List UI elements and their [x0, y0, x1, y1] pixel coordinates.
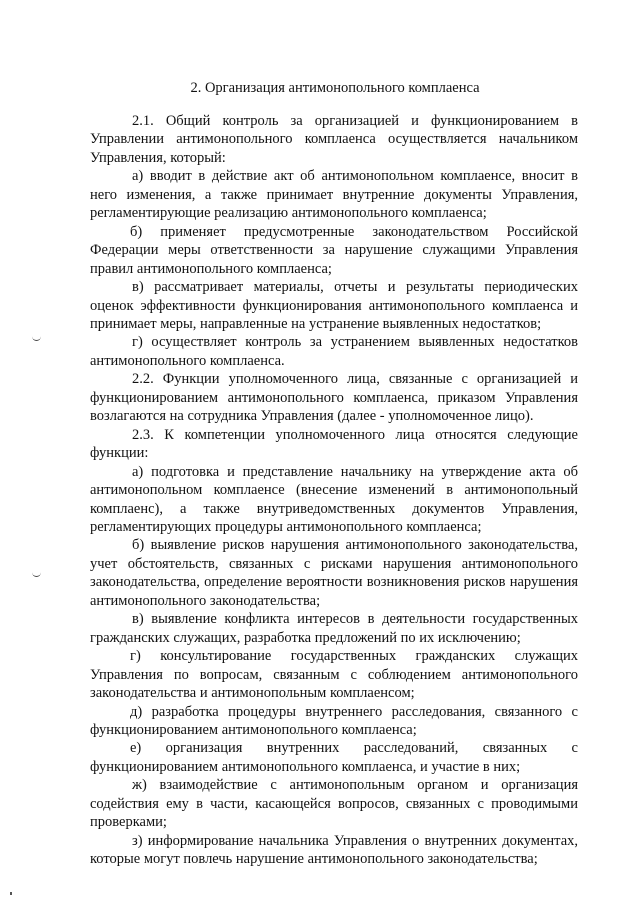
paragraph-2-1: 2.1. Общий контроль за организацией и функционированием в Управлении антимонопольного комплаенса осуществляется начальником Управления, который: [90, 113, 578, 166]
paragraph-2-3-d: д) разработка процедуры внутреннего расследования, связанного с функционированием антимонопольного комплаенса; [90, 703, 578, 738]
paragraph-2-3-zh: ж) взаимодействие с антимонопольным органом и организация содействия ему в части, касающейся вопросов, связанных с проводимыми проверками; [90, 777, 578, 831]
binder-hole-mark [32, 571, 41, 577]
binder-hole-mark [32, 335, 41, 341]
paragraph-2-1-g: г) осуществляет контроль за устранением выявленных недостатков антимонопольного комплаенса. [90, 334, 578, 369]
paragraph-2-3-g: г) консультирование государственных гражданских служащих Управления по вопросам, связанным с соблюдением антимонопольного законодательства и антимонопольным комплаенсом; [90, 648, 578, 702]
paragraph-2-3-b: б) выявление рисков нарушения антимонопольного законодательства, учет обстоятельств, связанных с рисками нарушения антимонопольного законодательства, определение вероятности возникновения рисков нарушения антимонопольного законодательства; [90, 537, 578, 609]
paragraph-2-3-z: з) информирование начальника Управления о внутренних документах, которые могут повлечь нарушение антимонопольного законодательства; [90, 832, 578, 868]
document-body [90, 112, 578, 869]
section-heading: 2. Организация антимонопольного комплаенса [190, 80, 480, 96]
paragraph-2-3-e: е) организация внутренних расследований, связанных с функционированием антимонопольного комплаенса, и участие в них; [90, 740, 578, 775]
paragraph-2-1-v: в) рассматривает материалы, отчеты и результаты периодических оценок эффективности функционирования антимонопольного комплаенса и принимает меры, направленные на устранение выявленных недостатков; [90, 279, 578, 332]
scan-speck [10, 892, 12, 895]
paragraph-2-3-v: в) выявление конфликта интересов в деятельности государственных гражданских служащих, разработка предложений по их исключению; [90, 611, 578, 646]
paragraph-2-2: 2.2. Функции уполномоченного лица, связанные с организацией и функционированием антимонопольного комплаенса, приказом Управления возлагаются на сотрудника Управления (далее - уполномоченное лицо). [90, 371, 578, 425]
paragraph-2-1-b: б) применяет предусмотренные законодательством Российской Федерации меры ответственности за нарушение служащими Управления правил антимонопольного комплаенса; [90, 223, 578, 277]
paragraph-2-1-a: а) вводит в действие акт об антимонопольном комплаенсе, вносит в него изменения, а также принимает внутренние документы Управления, регламентирующие реализацию антимонопольного комплаенса; [90, 168, 578, 222]
paragraph-2-3: 2.3. К компетенции уполномоченного лица относятся следующие функции: [90, 426, 578, 462]
paragraph-2-3-a: а) подготовка и представление начальнику на утверждение акта об антимонопольном комплаенсе (внесение изменений в антимонопольный комплаенс), а также внутриведомственных документов Управления, регламентирующих процедуры антимонопольного комплаенса; [90, 463, 578, 535]
